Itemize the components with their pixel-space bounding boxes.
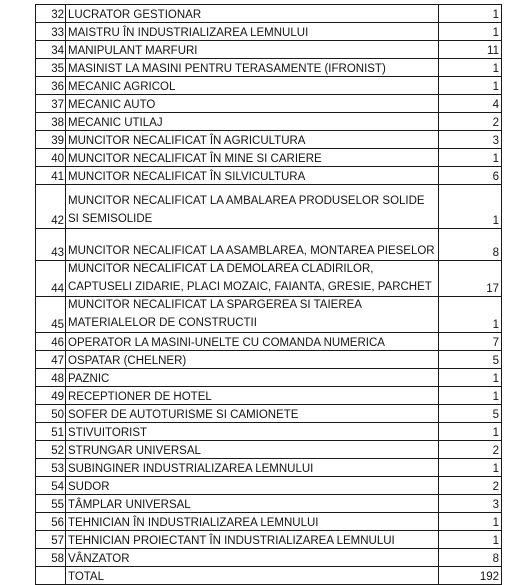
table-row <box>36 405 502 423</box>
row-number-cell: 54 <box>36 477 66 495</box>
row-number-cell: 50 <box>36 405 66 423</box>
row-number-cell: 34 <box>36 41 66 59</box>
occupation-name-cell: MECANIC AUTO <box>66 95 439 113</box>
occupation-name-cell: MUNCITOR NECALIFICAT LA SPARGEREA SI TAIEREA MATERIALELOR DE CONSTRUCTII <box>66 297 439 333</box>
occupation-name-cell: MUNCITOR NECALIFICAT ÎN MINE SI CARIERE <box>66 149 439 167</box>
occupation-name-cell: SUDOR <box>66 477 439 495</box>
row-number-cell: 42 <box>36 185 66 229</box>
vacancy-count-cell: 1 <box>439 513 502 531</box>
vacancy-count-cell: 2 <box>439 477 502 495</box>
occupation-name-cell: SUBINGINER INDUSTRIALIZAREA LEMNULUI <box>66 459 439 477</box>
vacancy-count-cell: 2 <box>439 441 502 459</box>
row-number-cell: 47 <box>36 351 66 369</box>
table-row <box>36 297 502 333</box>
occupation-name-cell: MUNCITOR NECALIFICAT LA AMBALAREA PRODUSELOR SOLIDE SI SEMISOLIDE <box>66 185 439 229</box>
vacancy-count-cell: 5 <box>439 351 502 369</box>
occupation-name-cell: VÂNZATOR <box>66 549 439 567</box>
table-row <box>36 5 502 23</box>
row-number-cell: 55 <box>36 495 66 513</box>
row-number-cell: 52 <box>36 441 66 459</box>
table-row <box>36 95 502 113</box>
row-number-cell: 48 <box>36 369 66 387</box>
table-row <box>36 423 502 441</box>
table-row <box>36 531 502 549</box>
occupation-name-cell: STIVUITORIST <box>66 423 439 441</box>
occupation-name-cell: TÂMPLAR UNIVERSAL <box>66 495 439 513</box>
occupation-name-cell: MUNCITOR NECALIFICAT ÎN SILVICULTURA <box>66 167 439 185</box>
row-number-cell: 43 <box>36 229 66 261</box>
occupation-name-cell: MUNCITOR NECALIFICAT LA ASAMBLAREA, MONTAREA PIESELOR <box>66 229 439 261</box>
table-row <box>36 229 502 261</box>
occupation-name-cell: SOFER DE AUTOTURISME SI CAMIONETE <box>66 405 439 423</box>
table-row <box>36 369 502 387</box>
vacancy-count-cell: 1 <box>439 297 502 333</box>
vacancy-count-cell: 4 <box>439 95 502 113</box>
row-number-cell: 35 <box>36 59 66 77</box>
vacancy-count-cell: 1 <box>439 149 502 167</box>
row-number-cell: 51 <box>36 423 66 441</box>
row-number-cell: 57 <box>36 531 66 549</box>
table-row <box>36 41 502 59</box>
table-row <box>36 513 502 531</box>
row-number-cell: 38 <box>36 113 66 131</box>
vacancy-count-cell: 1 <box>439 77 502 95</box>
total-count-cell: 192 <box>439 567 502 585</box>
vacancy-count-cell: 1 <box>439 423 502 441</box>
vacancy-count-cell: 2 <box>439 113 502 131</box>
occupation-name-cell: TEHNICIAN PROIECTANT ÎN INDUSTRIALIZAREA LEMNULUI <box>66 531 439 549</box>
occupation-name-cell: STRUNGAR UNIVERSAL <box>66 441 439 459</box>
table-row <box>36 351 502 369</box>
occupation-name-cell: TEHNICIAN ÎN INDUSTRIALIZAREA LEMNULUI <box>66 513 439 531</box>
table-row <box>36 477 502 495</box>
row-number-cell: 58 <box>36 549 66 567</box>
vacancy-count-cell: 1 <box>439 23 502 41</box>
occupation-name-cell: PAZNIC <box>66 369 439 387</box>
vacancy-count-cell: 1 <box>439 5 502 23</box>
vacancy-count-cell: 5 <box>439 405 502 423</box>
occupation-name-cell: MUNCITOR NECALIFICAT LA DEMOLAREA CLADIRILOR, CAPTUSELI ZIDARIE, PLACI MOZAIC, FAIANTA, GRESIE, PARCHET <box>66 261 439 297</box>
row-number-cell: 36 <box>36 77 66 95</box>
table-row <box>36 459 502 477</box>
table-row <box>36 167 502 185</box>
vacancy-count-cell: 8 <box>439 549 502 567</box>
vacancy-count-cell: 1 <box>439 59 502 77</box>
row-number-cell: 33 <box>36 23 66 41</box>
occupation-name-cell: OSPATAR (CHELNER) <box>66 351 439 369</box>
table-row <box>36 59 502 77</box>
row-number-cell: 49 <box>36 387 66 405</box>
table-row <box>36 77 502 95</box>
row-number-cell: 41 <box>36 167 66 185</box>
table-row <box>36 185 502 229</box>
vacancy-count-cell: 6 <box>439 167 502 185</box>
vacancy-count-cell: 1 <box>439 459 502 477</box>
vacancy-count-cell: 1 <box>439 369 502 387</box>
vacancy-count-cell: 1 <box>439 387 502 405</box>
vacancy-count-cell: 1 <box>439 185 502 229</box>
total-label-cell: TOTAL <box>66 567 439 585</box>
table-row <box>36 23 502 41</box>
occupation-name-cell: MASINIST LA MASINI PENTRU TERASAMENTE (IFRONIST) <box>66 59 439 77</box>
row-number-cell: 39 <box>36 131 66 149</box>
occupation-name-cell: RECEPTIONER DE HOTEL <box>66 387 439 405</box>
row-number-cell: 46 <box>36 333 66 351</box>
vacancy-count-cell: 7 <box>439 333 502 351</box>
occupation-name-cell: MECANIC AGRICOL <box>66 77 439 95</box>
row-number-cell: 40 <box>36 149 66 167</box>
vacancy-count-cell: 11 <box>439 41 502 59</box>
occupation-name-cell: OPERATOR LA MASINI-UNELTE CU COMANDA NUMERICA <box>66 333 439 351</box>
table-row <box>36 495 502 513</box>
vacancy-count-cell: 17 <box>439 261 502 297</box>
occupation-name-cell: LUCRATOR GESTIONAR <box>66 5 439 23</box>
vacancy-count-cell: 8 <box>439 229 502 261</box>
table-row <box>36 333 502 351</box>
occupations-table <box>35 4 502 585</box>
occupation-name-cell: MAISTRU ÎN INDUSTRIALIZAREA LEMNULUI <box>66 23 439 41</box>
table-row <box>36 549 502 567</box>
occupation-name-cell: MECANIC UTILAJ <box>66 113 439 131</box>
row-number-cell: 37 <box>36 95 66 113</box>
row-number-cell: 45 <box>36 297 66 333</box>
table-row <box>36 131 502 149</box>
row-number-cell: 56 <box>36 513 66 531</box>
occupation-name-cell: MANIPULANT MARFURI <box>66 41 439 59</box>
row-number-cell: 32 <box>36 5 66 23</box>
table-row <box>36 261 502 297</box>
row-number-cell: 44 <box>36 261 66 297</box>
total-row <box>36 567 502 585</box>
vacancy-count-cell: 1 <box>439 531 502 549</box>
table-row <box>36 113 502 131</box>
table-row <box>36 441 502 459</box>
total-number-cell <box>36 567 66 585</box>
table-row <box>36 387 502 405</box>
table-body <box>36 5 502 567</box>
table-row <box>36 149 502 167</box>
row-number-cell: 53 <box>36 459 66 477</box>
vacancy-count-cell: 3 <box>439 131 502 149</box>
occupation-name-cell: MUNCITOR NECALIFICAT ÎN AGRICULTURA <box>66 131 439 149</box>
vacancy-count-cell: 3 <box>439 495 502 513</box>
